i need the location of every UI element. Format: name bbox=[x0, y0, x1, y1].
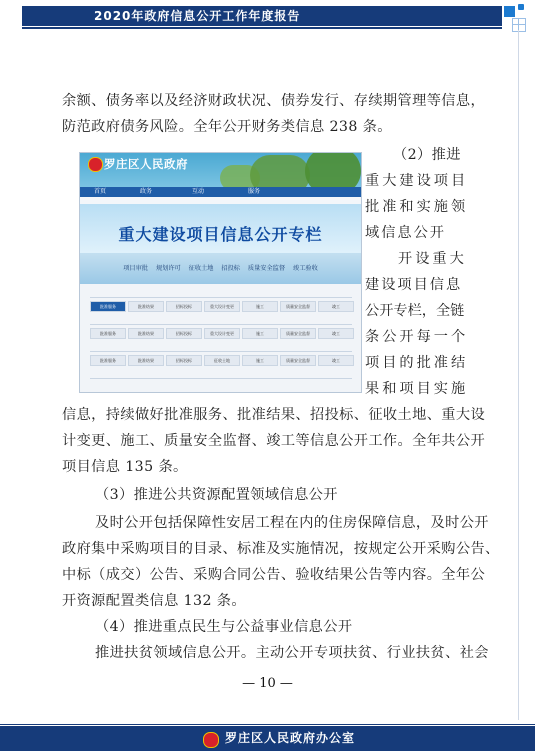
nav-item-home[interactable]: 首页 bbox=[94, 188, 107, 195]
paragraph-line: 信息，持续做好批准服务、批准结果、招投标、征收土地、重大设 bbox=[62, 407, 486, 423]
category-item[interactable]: 竣工验收 bbox=[293, 265, 318, 272]
tab-quality[interactable]: 质量安全监督 bbox=[280, 301, 316, 312]
tab-row bbox=[90, 301, 352, 313]
nav-item-interact[interactable]: 互动 bbox=[192, 188, 205, 195]
paragraph-line: 推进扶贫领域信息公开。主动公开专项扶贫、行业扶贫、社会 bbox=[95, 645, 489, 661]
page-number: — 10 — bbox=[242, 676, 293, 691]
tab-construction[interactable]: 施工 bbox=[242, 328, 278, 339]
section-header bbox=[90, 370, 352, 379]
page-footer bbox=[0, 726, 535, 751]
margin-rule bbox=[518, 30, 519, 720]
tab-bidding[interactable]: 招标投标 bbox=[166, 301, 202, 312]
tab-completion[interactable]: 竣工 bbox=[318, 355, 354, 366]
issuing-office: 罗庄区人民政府办公室 bbox=[225, 731, 356, 745]
site-name: 罗庄区人民政府 bbox=[104, 157, 188, 171]
category-item[interactable]: 质量安全监督 bbox=[247, 265, 286, 272]
paragraph-line: 政府集中采购项目的目录、标准及实施情况，按规定公开采购公告、 bbox=[62, 541, 500, 557]
tab-approval-result[interactable]: 批准结果 bbox=[128, 301, 164, 312]
paragraph-line: 中标（成交）公告、采购合同公告、验收结果公告等内容。全年公 bbox=[62, 567, 486, 583]
section-heading-3: （3）推进公共资源配置领域信息公开 bbox=[95, 487, 338, 503]
footer-rule bbox=[0, 724, 535, 725]
wrap-line: 重大建设项目 bbox=[365, 173, 469, 189]
wrap-line: 果和项目实施 bbox=[365, 381, 469, 397]
section-header bbox=[90, 289, 352, 298]
tab-approval-service[interactable]: 批准服务 bbox=[90, 301, 126, 312]
tab-approval-result[interactable]: 批准结果 bbox=[128, 355, 164, 366]
wrap-line: 公开专栏，全链 bbox=[365, 303, 465, 319]
tab-quality[interactable]: 质量安全监督 bbox=[280, 328, 316, 339]
section-heading-2: （2）推进 bbox=[393, 147, 461, 163]
wrap-line: 域信息公开 bbox=[365, 225, 446, 241]
corner-square-icon bbox=[504, 6, 515, 17]
national-emblem-icon bbox=[203, 732, 219, 748]
paragraph-line: 项目信息 135 条。 bbox=[62, 459, 188, 475]
paragraph-line: 计变更、施工、质量安全监督、竣工等信息公开工作。全年共公开 bbox=[62, 433, 486, 449]
category-item[interactable]: 项目审批 bbox=[123, 265, 148, 272]
project-section bbox=[90, 316, 352, 340]
wrap-line: 批准和实施领 bbox=[365, 199, 469, 215]
paragraph-line: 防范政府债务风险。全年公开财务类信息 238 条。 bbox=[62, 119, 392, 135]
wrap-line: 开设重大 bbox=[398, 251, 467, 267]
banner-title: 重大建设项目信息公开专栏 bbox=[118, 225, 323, 244]
tab-completion[interactable]: 竣工 bbox=[318, 328, 354, 339]
tab-design-change[interactable]: 征收土地 bbox=[204, 355, 240, 366]
nav-item-gov[interactable]: 政务 bbox=[140, 188, 153, 195]
tab-quality[interactable]: 质量安全监督 bbox=[280, 355, 316, 366]
tab-land[interactable]: 重大设计变更 bbox=[204, 301, 240, 312]
report-title: 2020年政府信息公开工作年度报告 bbox=[94, 9, 301, 23]
category-item[interactable]: 招投标 bbox=[221, 265, 240, 272]
tab-row bbox=[90, 328, 352, 340]
project-section bbox=[90, 370, 352, 379]
tab-approval-service[interactable]: 批准服务 bbox=[90, 328, 126, 339]
paragraph-line: 及时公开包括保障性安居工程在内的住房保障信息，及时公开 bbox=[95, 515, 489, 531]
site-header bbox=[80, 153, 361, 187]
section-header bbox=[90, 316, 352, 325]
paragraph-line: 余额、债务率以及经济财政状况、债券发行、存续期管理等信息， bbox=[62, 93, 486, 109]
tab-construction[interactable]: 施工 bbox=[242, 301, 278, 312]
wrap-line: 项目的批准结 bbox=[365, 355, 469, 371]
section-heading-4: （4）推进重点民生与公益事业信息公开 bbox=[95, 619, 353, 635]
category-strip bbox=[80, 263, 361, 272]
tab-row bbox=[90, 355, 352, 367]
tab-land[interactable]: 重大设计变更 bbox=[204, 328, 240, 339]
paragraph-line: 开资源配置类信息 132 条。 bbox=[62, 593, 246, 609]
tab-approval-service[interactable]: 批准服务 bbox=[90, 355, 126, 366]
wrap-line: 建设项目信息 bbox=[365, 277, 463, 293]
project-section bbox=[90, 289, 352, 313]
project-section bbox=[90, 343, 352, 367]
website-screenshot bbox=[79, 152, 362, 393]
tab-bidding[interactable]: 招标投标 bbox=[166, 328, 202, 339]
tab-approval-result[interactable]: 批准结果 bbox=[128, 328, 164, 339]
site-subbar bbox=[80, 197, 361, 204]
corner-grid-icon bbox=[512, 18, 526, 32]
section-header bbox=[90, 343, 352, 352]
tab-construction[interactable]: 施工 bbox=[242, 355, 278, 366]
tab-bidding[interactable]: 招标投标 bbox=[166, 355, 202, 366]
header-rule bbox=[22, 27, 502, 29]
category-item[interactable]: 规划许可 bbox=[155, 265, 181, 272]
wrap-line: 条公开每一个 bbox=[365, 329, 469, 345]
page-header-bar bbox=[22, 6, 502, 26]
corner-dot-icon bbox=[518, 4, 524, 10]
nav-item-service[interactable]: 服务 bbox=[248, 188, 261, 195]
site-nav bbox=[80, 187, 361, 197]
national-emblem-icon bbox=[88, 157, 103, 172]
category-item[interactable]: 征收土地 bbox=[188, 265, 214, 272]
tab-completion[interactable]: 竣工 bbox=[318, 301, 354, 312]
